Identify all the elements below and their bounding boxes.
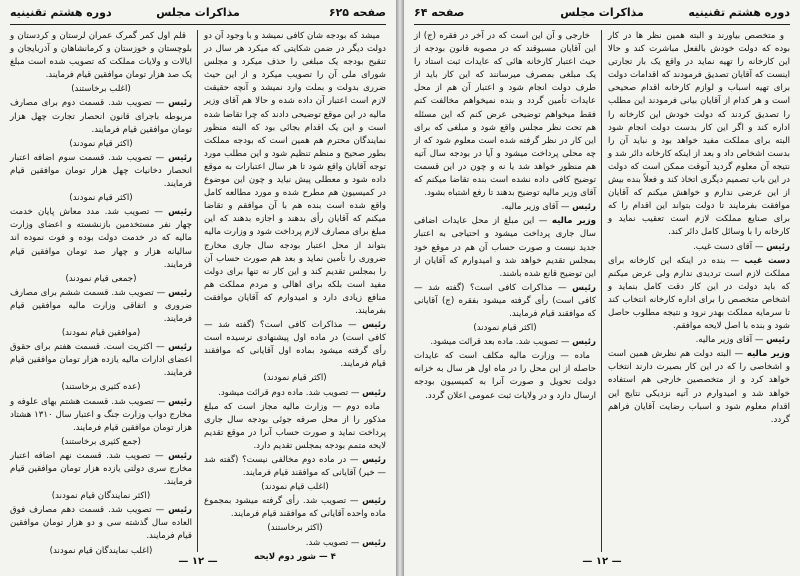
speaker-name: رئیس [572, 202, 596, 213]
speaker-paragraph [608, 255, 790, 334]
speech-text: — تصویب شد. [305, 537, 360, 548]
speaker-paragraph [204, 387, 386, 400]
page-footer-number: — ۱۲ — [582, 556, 622, 567]
speaker-name: وزیر مالیه [746, 349, 790, 360]
speaker-name: رئیس [168, 505, 193, 516]
vote-note: (جمع کثیری برخاستند) [61, 436, 141, 447]
speaker-paragraph [10, 396, 192, 435]
speech-text: — آقای وزیر مالیه. [695, 335, 764, 346]
speaker-paragraph [204, 319, 386, 371]
speech-text: — آقای دست غیب. [693, 241, 764, 252]
speech-text: — تصویب شد. قسمت هشتم بهای علوفه و مخارج دواب وزارت جنگ و اعتبار سال ۱۳۱۰ هشتاد هزار تومان موافقین قیام فرمایند. [10, 396, 192, 433]
speech-text: — تصویب شد. قسمت سوم اضافه اعتبار انحصار دخانیات چهل هزار تومان موافقین قیام فرمایند. [10, 152, 192, 190]
speaker-paragraph [10, 287, 192, 326]
vote-note: (اکثر قیام نمودند) [263, 373, 327, 384]
left-page-header [10, 4, 386, 25]
speech-text: — این مبلغ از محل عایدات اضافی سال جاری پرداخت میشود و احتیاجی به اعتبار جدید نیست و صورت حساب آن هم در موقع خود بمجلس تقدیم خواهد شد و امیدوارم که آقایان از این توضیح قانع شده باشند. [414, 216, 596, 279]
body-paragraph: و متخصص بیاورند و البته همین نظر ها در کار بوده که دولت خودش بالفعل مباشرت کند و حالا این کارخانه را تهیه نماید در واقع یک بار تجارتی اینست که آقایان تصدیق فرمودند که اقدامات دولت برای تهیه اسباب و لوازم کارخانه اقدام صحیحی است و هر کدام از آقایان بیانی فرمودند این مطلب را تصدیق کردند که دولت خودش این کارخانه را اداره کند و اگر این کار بدست دولت انجام شود البته برای مملکت مفید خواهد بود و نباید آن را بدست اشخاص داد و بعد از اینکه کارخانه دائر شد و نتیجه آن معلوم گردید آنوقت ممکن است که دولت در این باب تصمیم دیگری اتخاذ کند و فعلاً بنده بیش از این عرضی ندارم و خواهش میکنم که آقایان موافقت بفرمایند تا دولت بتواند این اقدام را که برای صنایع مملکت لازم است تعقیب نماید و کارخانه را با وسائل کامل دائر کند. [608, 31, 790, 238]
speaker-paragraph [608, 334, 790, 347]
speaker-paragraph [204, 537, 386, 550]
left-page-column-right [204, 30, 386, 562]
body-paragraph: ماده دوم — وزارت مالیه مجاز است که مبلغ مذکور را از محل صرفه جوئی بودجه سال جاری پرداخت نماید و صورت حساب آنرا در موقع تقدیم لایحه متمم بودجه بمجلس تقدیم دارد. [204, 401, 386, 451]
speaker-name: رئیس [168, 342, 192, 353]
speaker-name: رئیس [362, 455, 386, 465]
vote-note: (موافقین قیام نمودند) [61, 328, 141, 339]
header-title: مذاکرات مجلس [560, 6, 644, 19]
speaker-name: وزیر مالیه [551, 216, 596, 227]
speech-text: — تصویب شد. قسمت ششم برای مصارف ضروری و اتفاقی وزارت مالیه موافقین قیام فرمایند. [10, 287, 192, 324]
speaker-paragraph [414, 201, 596, 214]
speech-text: — تصویب شد. ماده بعد قرائت میشود. [430, 337, 570, 348]
vote-note: (اغلب نمایندگان قیام نمودند) [49, 545, 153, 556]
speech-text: — تصویب شد. قسمت دوم برای مصارف مربوطه باجرای قانون انحصار تجارت چهل هزار تومان موافقین قیام فرمایند. [10, 98, 192, 135]
speech-text: — مذاکرات کافی است؟ (گفته شد — کافی است) رأی گرفته میشود بفقره (ج) آقایانی که موافقند قیام فرمایند. [414, 282, 596, 319]
section-heading: ۴ — شور دوم لایحه [254, 551, 336, 562]
speaker-paragraph [10, 97, 192, 136]
speech-text: — اکثریت است. قسمت هفتم برای حقوق اعضای ادارات مالیه یازده هزار تومان موافقین قیام فرمایند. [10, 342, 192, 379]
speaker-name: رئیس [362, 496, 386, 507]
speech-text: — تصویب شد. قسمت دهم مصارف فوق العاده سال گذشته سی و دو هزار تومان موافقین قیام فرمایند. [10, 505, 192, 542]
body-paragraph: قلم اول کمر گمرک عمران لرستان و کردستان و بلوچستان و خوزستان و کرمانشاهان و آذربایجان و ایالات و ولایات مملکت که تصویب شده است مبلغ یک صد هزار تومان موافقین قیام فرمایند. [10, 31, 192, 81]
speaker-name: رئیس [572, 337, 596, 348]
speaker-paragraph [608, 241, 790, 254]
book-gutter [396, 0, 404, 576]
speech-text: — آقای وزیر مالیه. [501, 202, 570, 213]
right-page [404, 0, 800, 576]
speaker-paragraph [10, 341, 192, 380]
speaker-name: دست غیب [744, 255, 791, 266]
speaker-paragraph [204, 495, 386, 521]
page-footer-number: — ۱۲ — [178, 556, 218, 567]
speaker-name: رئیس [362, 537, 386, 548]
speaker-paragraph [608, 348, 790, 427]
vote-note: (عده کثیری برخاستند) [61, 382, 141, 393]
speech-text: — تصویب شد. مدد معاش پایان خدمت چهار نفر مستخدمین بازنشسته و اعضای وزارت مالیه که در خدمت دولت بوده و فوت نموده اند سالیانه هزار و چهار صد تومان موافقین قیام فرمایند. [10, 207, 192, 270]
header-title: مذاکرات مجلس [156, 6, 240, 19]
right-page-header [414, 4, 790, 25]
speaker-name: رئیس [168, 396, 192, 407]
speaker-name: رئیس [572, 282, 596, 293]
speaker-name: رئیس [766, 241, 790, 252]
speech-text: — در ماده دوم مخالفی نیست؟ (گفته شد — خیر) آقایانی که موافقند قیام فرمایند. [204, 455, 386, 479]
speaker-name: رئیس [362, 320, 386, 331]
speaker-name: رئیس [168, 152, 192, 163]
page-number: صفحه ۶۴ [414, 6, 465, 19]
speaker-paragraph [10, 152, 192, 191]
column-divider [601, 30, 602, 552]
speaker-name: رئیس [168, 287, 193, 298]
vote-note: (اکثر نمایندگان قیام نمودند) [51, 491, 151, 502]
speaker-name: رئیس [766, 335, 790, 346]
speaker-paragraph [10, 504, 192, 543]
speaker-paragraph [204, 454, 386, 480]
vote-note: (اکثر قیام نمودند) [473, 323, 537, 334]
speech-text: — بنده در اینکه این کارخانه برای مملکت لازم است تردیدی ندارم ولی عرض میکنم که باید دولت در این کار دقت کامل بنماید و اشخاص متخصص را برای اداره کارخانه انتخاب کند تا سرمایه مملکت بهدر نرود و نتیجه مطلوب حاصل شود و بنده با اصل لایحه موافقم. [608, 255, 790, 332]
speech-text: — تصویب شد. قسمت نهم اضافه اعتبار مخارج سری دولتی یازده هزار تومان موافقین قیام فرمایند. [10, 450, 192, 488]
vote-note: (اکثر قیام نمودند) [69, 193, 133, 204]
page-number: دوره هشتم تقنینیه [10, 6, 112, 19]
body-paragraph: میشد که بودجه شان کافی نمیشد و با وجود آن دو دولت دیگر در ضمن شکایتی که میکرد هر سال در تنقیح بودجه یک مبلغی را حذف میکرد و مجلس شورای ملی آن را تصویب میکرد و از این حیث ضرری بدولت و بملت وارد نمیشد و آنچه حقیقت لازم است اعتبار آن داده شده و حالا هم آقای وزیر مالیه در این موقع توضیحی دادند که چرا تقاضا شده است و این یک اقدام بجائی بود که البته منظور نمایندگان محترم هم همین است که بودجه مملکت بطور صحیح و منظم تنظیم شود و این مطلب مورد توجه آقایان واقع شود تا هر سال اعتبارات به موقع داده شود و معطلی پیش نیاید و چون این موضوع در کمیسیون هم مطرح شده و مورد مطالعه کامل واقع شده است بنده هم با آن موافقم و تقاضا میکنم که آقایان رأی بدهند و اجازه بدهند که این مبلغ برای مصارف لازم پرداخت شود و وزارت مالیه بتواند از محل اعتبار بودجه سال جاری مخارج ضروری را تأمین نماید و بعد هم صورت حساب آن را بمجلس تقدیم کند و این کار نه تنها برای دولت مفید است بلکه برای اهالی و مردم مملکت هم منافع زیادی دارد و امیدوارم که آقایان موافقت بفرمایند. [204, 31, 386, 316]
speaker-name: رئیس [168, 207, 193, 218]
vote-note: (جمعی قیام نمودند) [65, 273, 137, 284]
right-page-column-right [608, 30, 790, 552]
speech-text: — البته دولت هم نظرش همین است و اشخاصی را که در این کار بصیرت دارند انتخاب خواهد کرد و از متخصصین خارجی هم استفاده خواهد شد و امیدوارم در آتیه نزدیکی نتایج این اقدام معلوم شود و اسباب رضایت آقایان فراهم گردد. [608, 349, 790, 425]
speaker-paragraph [10, 206, 192, 271]
body-paragraph: خارجی و آن این است که در آخر در فقره (ج) از این آقایان مسبوقند که در مصوبه قانون بودجه از حیث اعتبار کارخانه هائی که عایدات ثبت استاد را یک مبلغی بمصرف میرسانند که این کار باید از طرف دولت انجام شود و اعتبار آن هم از محل عایدات تأمین گردد و بنده نمیخواهم مخالفت کنم فقط میخواهم توضیحی عرض کنم که این مسئله هم تحت نظر مجلس واقع شود و مبلغی که برای این کار در نظر گرفته شده است معلوم شود که از چه محلی پرداخت میشود و آیا در بودجه سال آتیه هم منظور خواهد شد یا نه و چون در این قسمت توضیح کافی داده نشده است بنده تقاضا میکنم که آقای وزیر مالیه توضیح بدهند تا رفع اشتباه بشود. [414, 31, 596, 199]
vote-note: (اکثر برخاستند) [267, 523, 323, 534]
body-paragraph: ماده — وزارت مالیه مکلف است که عایدات حاصله از این محل را در ماه اول هر سال به خزانه دولت تحویل و صورت آنرا به کمیسیون بودجه ارسال دارد و در ولایات ثبت عمومی اعلان گردد. [414, 351, 596, 401]
speaker-paragraph [414, 215, 596, 280]
left-page [0, 0, 396, 576]
speaker-paragraph [10, 450, 192, 489]
speech-text: — تصویب شد. ماده دوم قرائت میشود. [218, 387, 360, 398]
speech-text: — تصویب شد. رأی گرفته میشود بمجموع ماده واحده آقایانی که موافقند قیام فرمایند. [204, 496, 386, 520]
left-page-column-left [10, 30, 193, 556]
session-label: صفحه ۶۲۵ [328, 6, 386, 19]
vote-note: (اغلب قیام نمودند) [261, 482, 329, 493]
vote-note: (اکثر قیام نمودند) [69, 138, 133, 149]
session-label: دوره هشتم تقنینیه [688, 6, 790, 19]
right-page-column-left [414, 30, 596, 552]
speaker-name: رئیس [168, 98, 192, 109]
speaker-paragraph [414, 336, 596, 349]
speaker-name: رئیس [362, 387, 386, 398]
speaker-paragraph [414, 282, 596, 321]
speaker-name: رئیس [168, 450, 192, 461]
column-divider [197, 30, 198, 552]
vote-note: (اغلب برخاستند) [71, 84, 131, 95]
speech-text: — مذاکرات کافی است؟ (گفته شد — کافی است) در ماده اول پیشنهادی نرسیده است رأی گرفته میشود بماده اول آقایانی که موافقند قیام فرمایند. [204, 320, 386, 370]
